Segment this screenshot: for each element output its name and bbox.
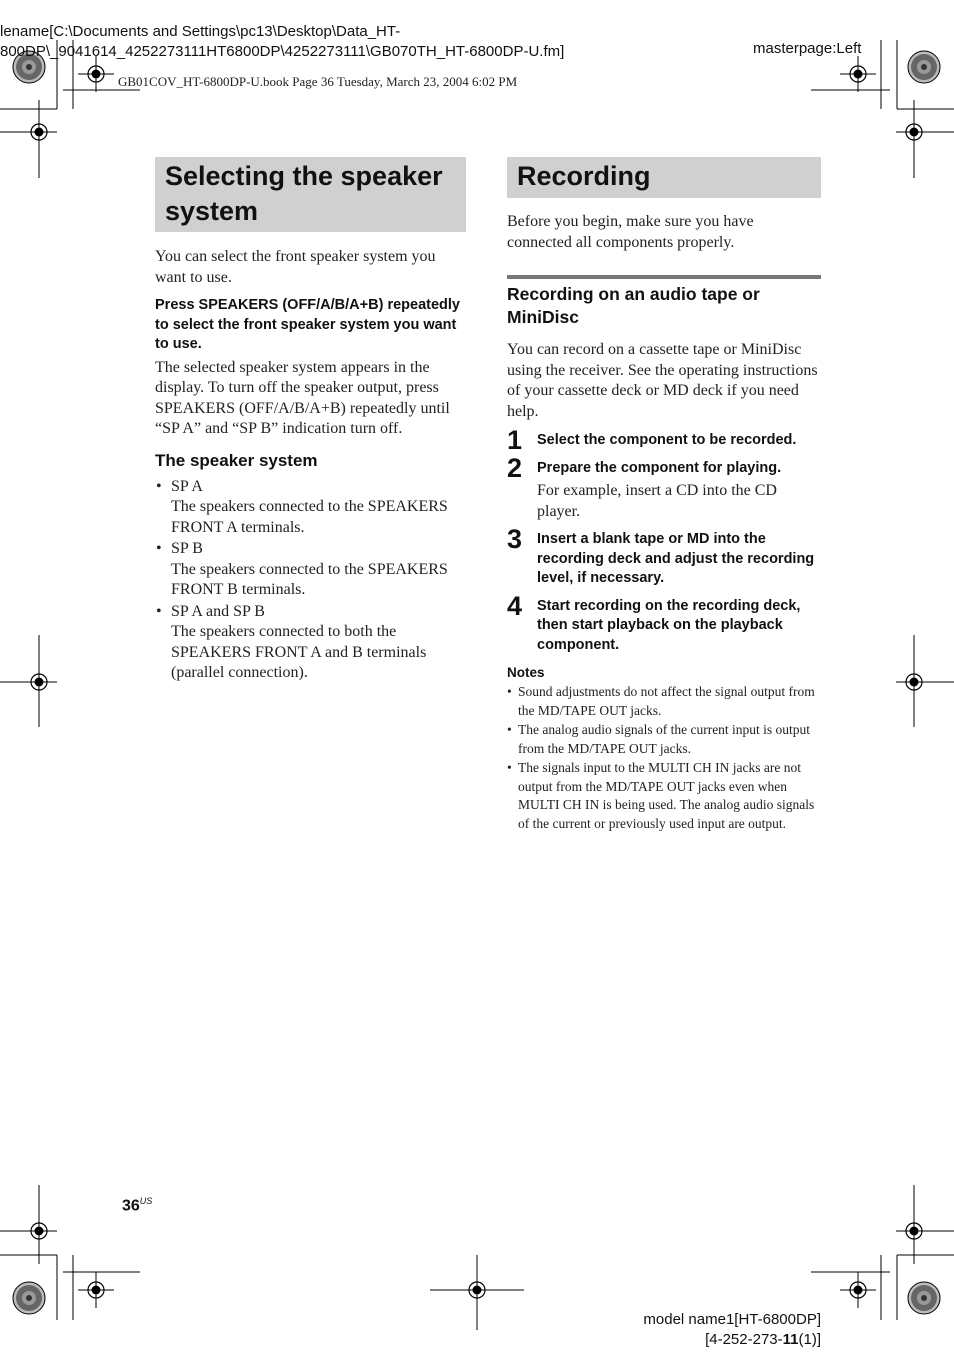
step-text: Prepare the component for playing. bbox=[537, 459, 782, 476]
page-number bbox=[122, 1196, 152, 1215]
list-item bbox=[155, 539, 466, 601]
list-item-label: • SP A bbox=[171, 477, 203, 495]
recording-subintro: You can record on a cassette tape or MiniDisc using the receiver. See the operating instructions of your cassette deck or MD deck if you need help. bbox=[507, 341, 818, 420]
model-info bbox=[643, 1310, 821, 1350]
note-item: • Sound adjustments do not affect the signal output from the MD/TAPE OUT jacks. bbox=[507, 683, 821, 720]
step-number: 3 bbox=[507, 524, 523, 554]
code-line bbox=[643, 1330, 821, 1350]
file-path bbox=[0, 22, 564, 62]
note-item: • The signals input to the MULTI CH IN jacks are not output from the MD/TAPE OUT jacks even when MULTI CH IN is being used. The analog audio signals of the current or previously used input are output. bbox=[507, 759, 821, 833]
left-column bbox=[155, 157, 466, 685]
section-title-recording: Recording bbox=[507, 157, 821, 198]
list-item-desc: The speakers connected to both the SPEAKERS FRONT A and B terminals (parallel connection). bbox=[171, 623, 427, 681]
code-post: (1)] bbox=[798, 1331, 821, 1348]
masterpage-label: masterpage:Left bbox=[753, 40, 862, 57]
notes-list bbox=[507, 683, 821, 833]
step-item bbox=[507, 590, 821, 656]
page-number-suffix: US bbox=[139, 1196, 153, 1206]
list-item-label: • SP A and SP B bbox=[171, 602, 265, 620]
page-number-value: 36 bbox=[122, 1197, 140, 1215]
code-bold: 11 bbox=[782, 1331, 799, 1348]
step-detail: For example, insert a CD into the CD player. bbox=[537, 482, 777, 520]
step-text: Start recording on the recording deck, then start playback on the playback component. bbox=[537, 597, 801, 653]
notes-title: Notes bbox=[507, 665, 545, 680]
step-item bbox=[507, 452, 821, 523]
subhead-rule bbox=[507, 275, 821, 279]
section-title-speaker-system: Selecting the speaker system bbox=[155, 157, 466, 232]
recording-intro: Before you begin, make sure you have connected all components properly. bbox=[507, 213, 754, 251]
file-path-line-2: 800DP\_9041614_4252273111HT6800DP\4252273111\GB070TH_HT-6800DP-U.fm] bbox=[0, 43, 565, 60]
speaker-explanation: The selected speaker system appears in the display. To turn off the speaker output, press SPEAKERS (OFF/A/B/A+B) repeatedly until “SP A” and “SP B” indication turn off. bbox=[155, 358, 450, 437]
step-number: 4 bbox=[507, 590, 523, 621]
file-path-line-1: lename[C:\Documents and Settings\pc13\Desktop\Data_HT- bbox=[0, 23, 401, 40]
step-number: 2 bbox=[507, 452, 523, 483]
list-item bbox=[155, 477, 466, 539]
list-item-label: • SP B bbox=[171, 540, 203, 557]
speaker-instruction: Press SPEAKERS (OFF/A/B/A+B) repeatedly to select the front speaker system you want to use. bbox=[155, 297, 460, 352]
book-info: GB01COV_HT-6800DP-U.book Page 36 Tuesday, March 23, 2004 6:02 PM bbox=[118, 74, 518, 89]
list-item bbox=[155, 602, 466, 684]
model-line: model name1[HT-6800DP] bbox=[643, 1311, 821, 1328]
step-number: 1 bbox=[507, 425, 523, 455]
steps-list bbox=[507, 425, 821, 655]
step-item bbox=[507, 425, 821, 455]
step-text: Insert a blank tape or MD into the recording deck and adjust the recording level, if necessary. bbox=[537, 531, 815, 586]
speaker-intro: You can select the front speaker system you want to use. bbox=[155, 248, 436, 286]
step-item bbox=[507, 524, 821, 589]
list-item-desc: The speakers connected to the SPEAKERS FRONT B terminals. bbox=[171, 560, 448, 598]
right-column bbox=[507, 157, 821, 834]
code-pre: [4-252-273- bbox=[705, 1331, 783, 1348]
step-text: Select the component to be recorded. bbox=[537, 432, 797, 448]
speaker-system-subhead: The speaker system bbox=[155, 450, 318, 470]
note-item: • The analog audio signals of the current input is output from the MD/TAPE OUT jacks. bbox=[507, 721, 821, 758]
speaker-list bbox=[155, 477, 466, 684]
list-item-desc: The speakers connected to the SPEAKERS FRONT A terminals. bbox=[171, 498, 448, 536]
recording-subhead: Recording on an audio tape or MiniDisc bbox=[507, 284, 760, 327]
